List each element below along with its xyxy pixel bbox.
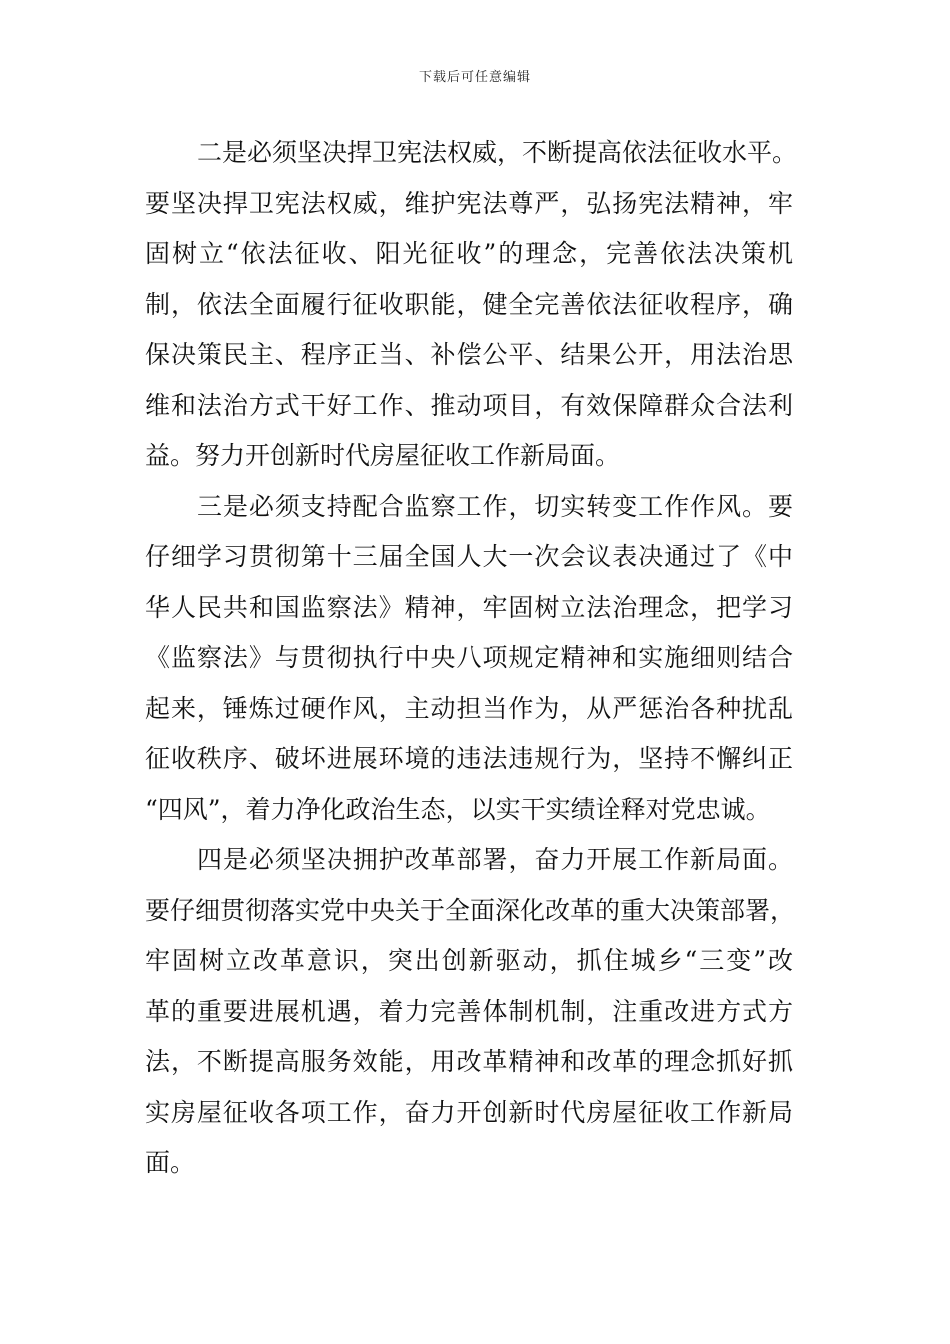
text-line: 仔细学习贯彻第十三届全国人大一次会议表决通过了《中 — [145, 542, 793, 571]
paragraph-1 — [145, 128, 798, 482]
text-line: 三是必须支持配合监察工作，切实转变工作作风。要 — [197, 491, 793, 521]
text-line: 征收秩序、破坏进展环境的违法违规行为，坚持不懈纠正 — [145, 744, 793, 773]
text-line: 四是必须坚决拥护改革部署，奋力开展工作新局面。 — [197, 845, 793, 874]
text-line: 要坚决捍卫宪法权威，维护宪法尊严，弘扬宪法精神，牢 — [145, 188, 793, 218]
text-line: “四风”，着力净化政治生态，以实干实绩诠释对党忠诚。 — [145, 794, 771, 824]
page-header: 下载后可任意编辑 — [418, 70, 531, 85]
text-line: 要仔细贯彻落实党中央关于全面深化改革的重大决策部署， — [145, 895, 796, 925]
text-line: 二是必须坚决捍卫宪法权威，不断提高依法征收水平。 — [197, 138, 798, 167]
text-line: 维和法治方式干好工作、推动项目，有效保障群众合法利 — [145, 390, 793, 420]
text-line: 实房屋征收各项工作，奋力开创新时代房屋征收工作新局 — [145, 1097, 793, 1127]
text-line: 固树立“依法征收、阳光征收”的理念，完善依法决策机 — [145, 239, 793, 268]
text-line: 《监察法》与贯彻执行中央八项规定精神和实施细则结合 — [145, 643, 793, 672]
text-line: 牢固树立改革意识，突出创新驱动，抓住城乡“三变”改 — [145, 946, 793, 975]
text-line: 法，不断提高服务效能，用改革精神和改革的理念抓好抓 — [145, 1047, 793, 1076]
text-line: 制，依法全面履行征收职能，健全完善依法征收程序，确 — [145, 289, 793, 319]
document-body — [145, 128, 798, 1189]
text-line: 面。 — [145, 1148, 196, 1177]
text-line: 益。努力开创新时代房屋征收工作新局面。 — [145, 441, 621, 470]
text-line: 华人民共和国监察法》精神，牢固树立法治理念，把学习 — [145, 592, 793, 622]
text-line: 革的重要进展机遇，着力完善体制机制，注重改进方式方 — [145, 996, 793, 1026]
paragraph-3 — [145, 835, 796, 1189]
text-line: 保决策民主、程序正当、补偿公平、结果公开，用法治思 — [145, 340, 793, 369]
text-line: 起来，锤炼过硬作风，主动担当作为，从严惩治各种扰乱 — [145, 693, 793, 723]
paragraph-2 — [145, 482, 793, 836]
